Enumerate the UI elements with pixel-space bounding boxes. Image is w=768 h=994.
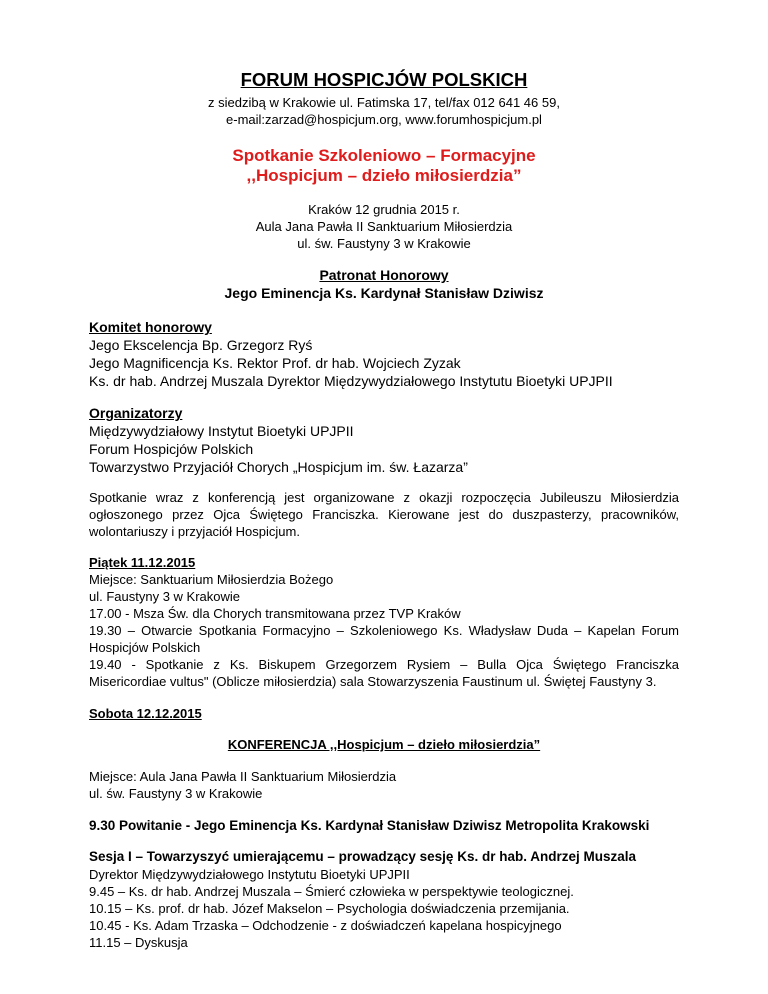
address-line: z siedzibą w Krakowie ul. Fatimska 17, tel/fax 012 641 46 59, [208, 95, 560, 110]
contact-line: e-mail:zarzad@hospicjum.org, www.forumhospicjum.pl [226, 112, 542, 127]
event-date: Kraków 12 grudnia 2015 r. [308, 202, 460, 217]
event-title-line2: ,,Hospicjum – dzieło miłosierdzia” [246, 166, 522, 185]
letterhead [89, 69, 679, 128]
friday-line: 19.30 – Otwarcie Spotkania Formacyjno – Szkoleniowego Ks. Władysław Duda – Kapelan Forum Hospicjów Polskich [89, 623, 679, 655]
friday-line: ul. Faustyny 3 w Krakowie [89, 589, 241, 604]
place-line1: Miejsce: Aula Jana Pawła II Sanktuarium Miłosierdzia [89, 769, 397, 784]
welcome-line: 9.30 Powitanie - Jego Eminencja Ks. Kardynał Stanisław Dziwisz Metropolita Krakowski [89, 818, 650, 833]
organization-title: FORUM HOSPICJÓW POLSKICH [240, 69, 528, 90]
friday-heading: Piątek 11.12.2015 [89, 555, 196, 570]
friday-line: 17.00 - Msza Św. dla Chorych transmitowana przez TVP Kraków [89, 606, 461, 621]
place-line2: ul. św. Faustyny 3 w Krakowie [89, 786, 263, 801]
organizer-item: Forum Hospicjów Polskich [89, 441, 254, 457]
event-venue-line1: Aula Jana Pawła II Sanktuarium Miłosierdzia [255, 219, 513, 234]
organizer-item: Międzywydziałowy Instytut Bioetyki UPJPII [89, 423, 354, 439]
event-title-line1: Spotkanie Szkoleniowo – Formacyjne [232, 146, 536, 165]
event-date-venue [89, 201, 679, 252]
committee-member: Jego Magnificencja Ks. Rektor Prof. dr hab. Wojciech Zyzak [89, 355, 461, 371]
committee-heading: Komitet honorowy [89, 319, 212, 335]
session1-line: 10.45 - Ks. Adam Trzaska – Odchodzenie - z doświadczeń kapelana hospicyjnego [89, 918, 562, 933]
organizers-heading: Organizatorzy [89, 405, 183, 421]
patronage-heading: Patronat Honorowy [319, 267, 449, 283]
committee-member: Jego Ekscelencja Bp. Grzegorz Ryś [89, 337, 313, 353]
session1-line: 11.15 – Dyskusja [89, 935, 188, 950]
honorary-committee [89, 318, 679, 390]
organizer-item: Towarzystwo Przyjaciół Chorych „Hospicjum im. św. Łazarza” [89, 459, 468, 475]
organization-address [89, 94, 679, 128]
session1-line: 9.45 – Ks. dr hab. Andrzej Muszala – Śmierć człowieka w perspektywie teologicznej. [89, 884, 574, 899]
intro-paragraph: Spotkanie wraz z konferencją jest organizowane z okazji rozpoczęcia Jubileuszu Miłosierdzia ogłoszonego przez Ojca Świętego Franciszka. Kierowane jest do duszpasterzy, pracowników, wolontariuszy i przyjaciół Hospicjum. [89, 490, 679, 539]
conference-title: KONFERENCJA ,,Hospicjum – dzieło miłosierdzia” [227, 737, 541, 752]
honorary-patronage [89, 266, 679, 302]
session-1 [89, 848, 679, 951]
conference-place [89, 768, 679, 802]
patronage-name: Jego Eminencja Ks. Kardynał Stanisław Dziwisz [224, 285, 544, 301]
friday-program [89, 554, 679, 690]
session1-line: Dyrektor Międzywydziałowego Instytutu Bioetyki UPJPII [89, 867, 410, 882]
session1-heading: Sesja I – Towarzyszyć umierającemu – prowadzący sesję Ks. dr hab. Andrzej Muszala [89, 849, 636, 864]
organizers [89, 404, 679, 476]
friday-line: 19.40 - Spotkanie z Ks. Biskupem Grzegorzem Rysiem – Bulla Ojca Świętego Franciszka Misericordiae vultus" (Oblicze miłosierdzia) sala Stowarzyszenia Faustinum ul. Świętej Faustyny 3. [89, 657, 679, 689]
event-venue-line2: ul. św. Faustyny 3 w Krakowie [297, 236, 471, 251]
committee-member: Ks. dr hab. Andrzej Muszala Dyrektor Międzywydziałowego Instytutu Bioetyki UPJPII [89, 373, 613, 389]
saturday-heading: Sobota 12.12.2015 [89, 706, 202, 721]
friday-line: Miejsce: Sanktuarium Miłosierdzia Bożego [89, 572, 334, 587]
session1-line: 10.15 – Ks. prof. dr hab. Józef Makselon – Psychologia doświadczenia przemijania. [89, 901, 570, 916]
document-page [89, 69, 679, 951]
saturday-program [89, 705, 679, 951]
event-title [89, 146, 679, 186]
